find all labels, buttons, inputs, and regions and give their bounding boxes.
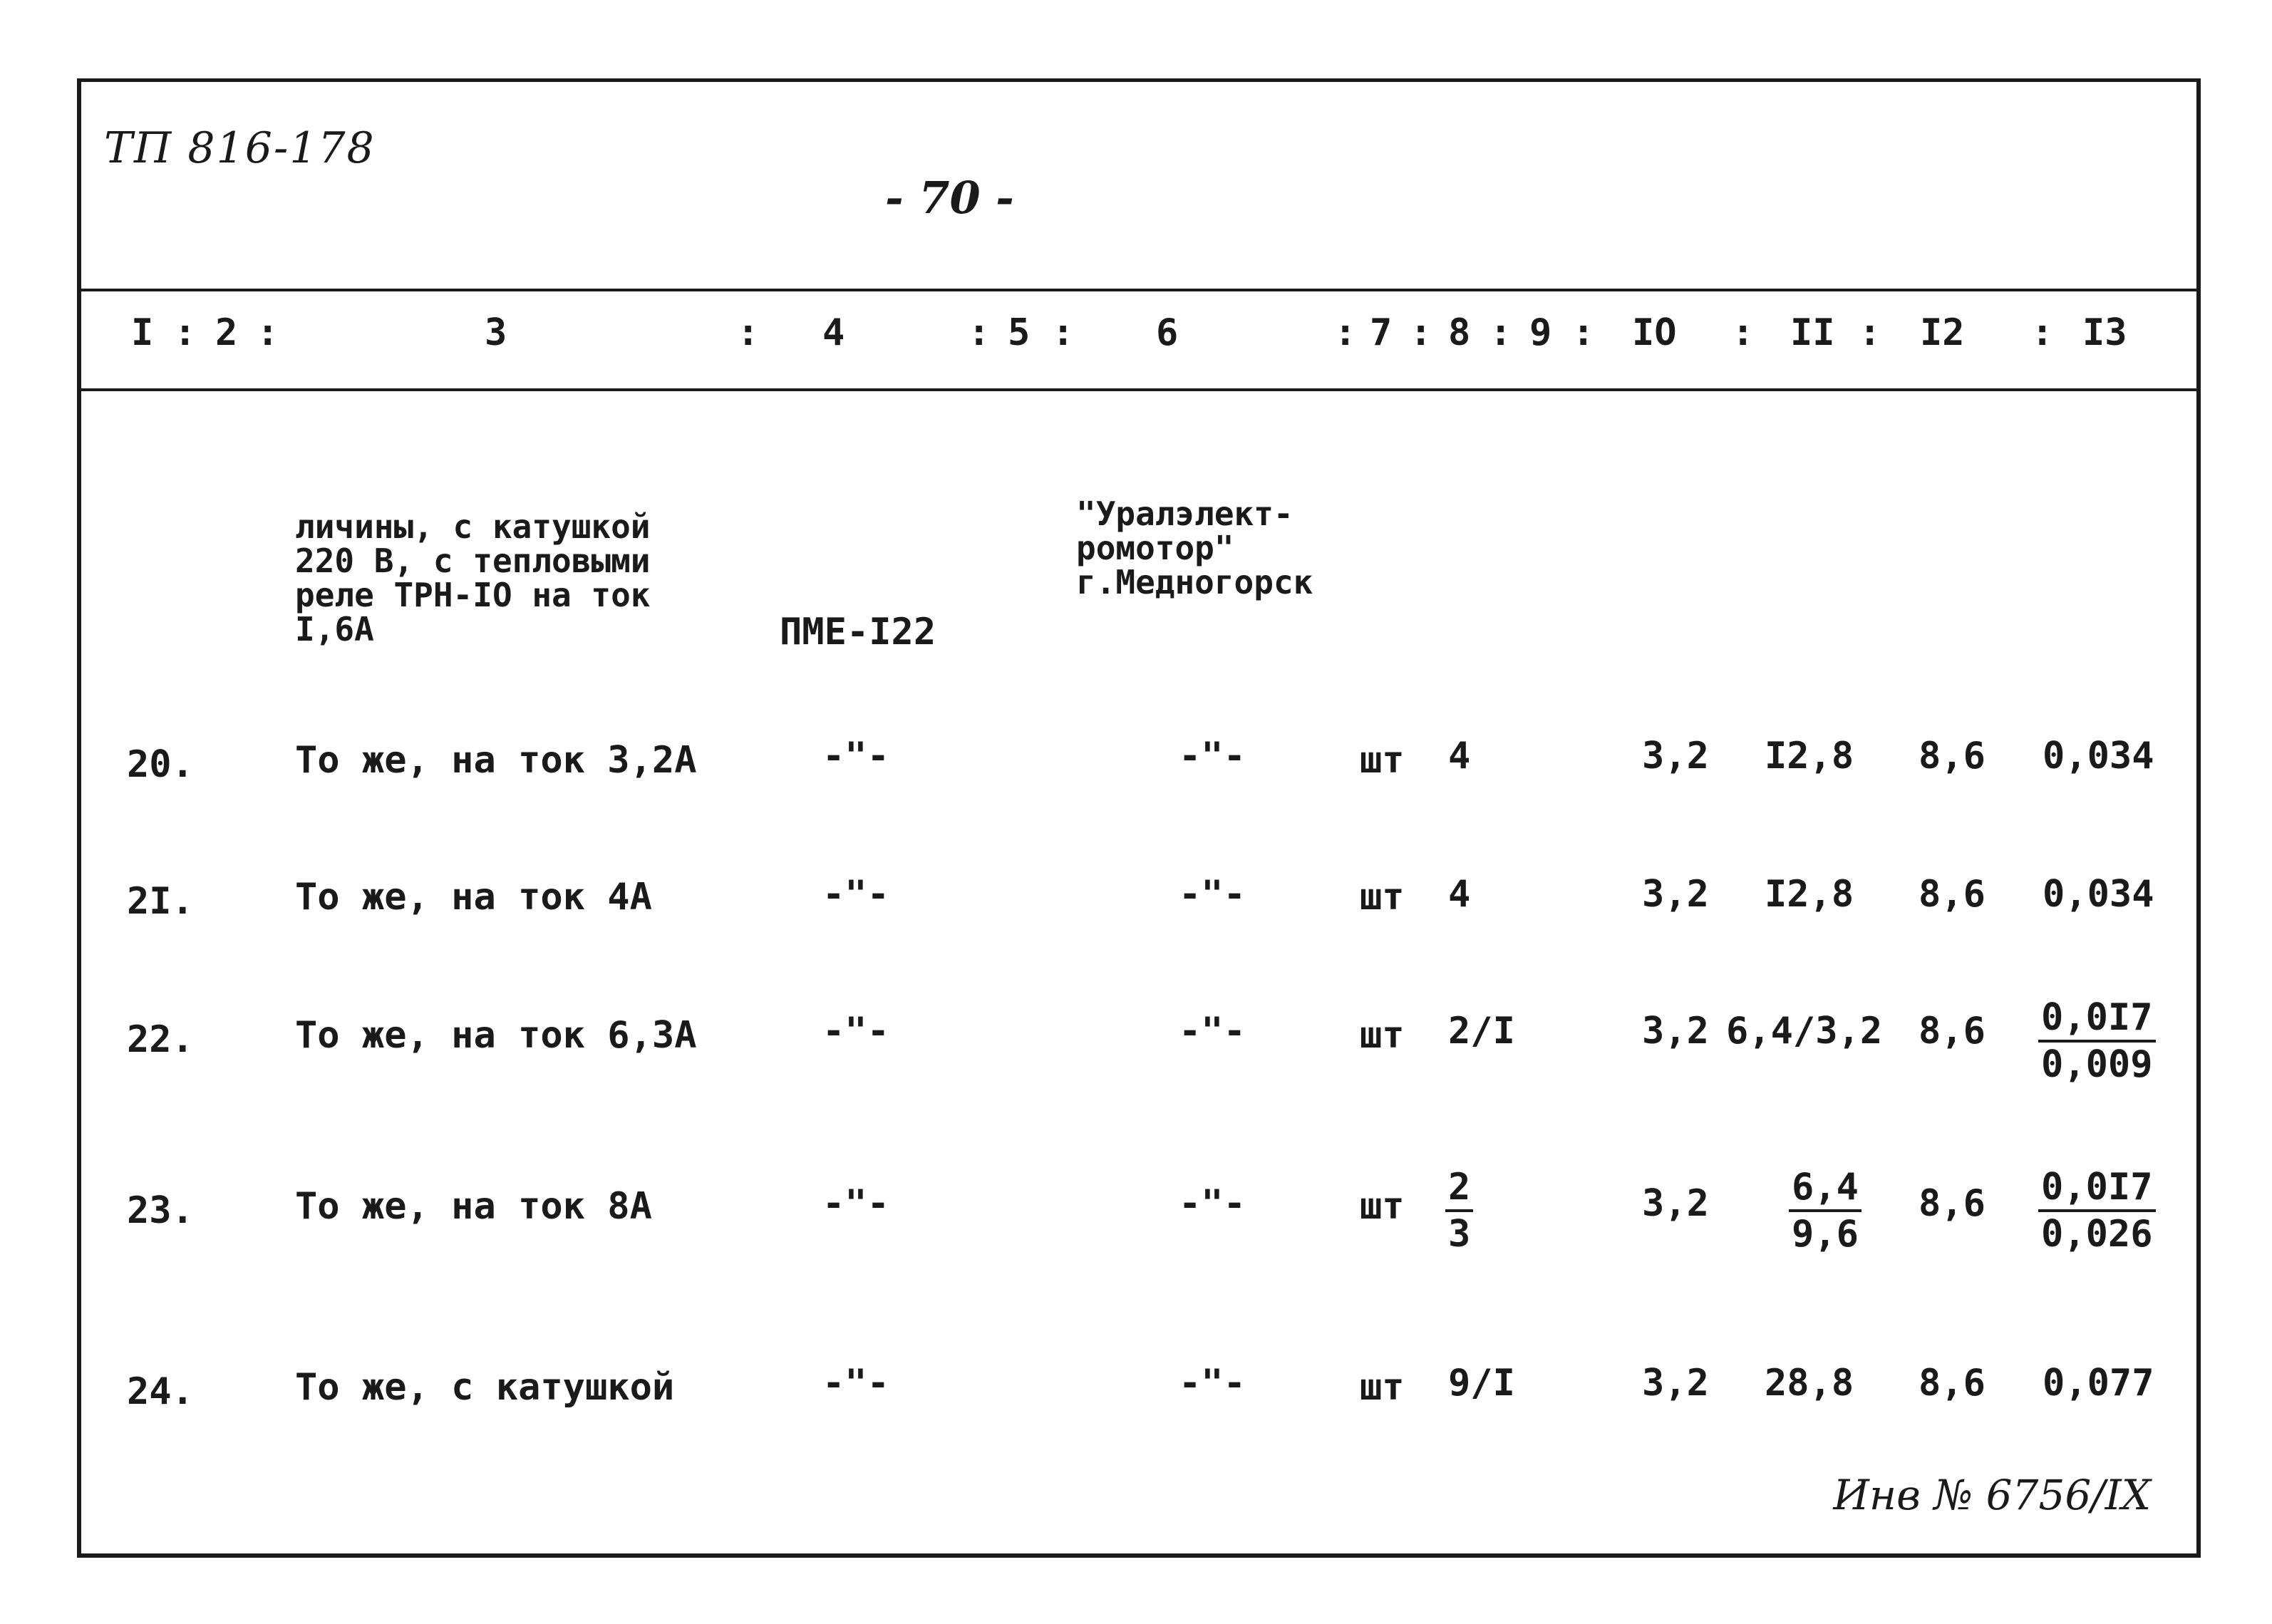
item-unit: шт — [1360, 876, 1405, 919]
row-number: 20. — [127, 743, 194, 786]
fraction-numerator: 6,4 — [1789, 1165, 1862, 1212]
item-unit: шт — [1360, 1366, 1405, 1409]
item-name: То же, на ток 4А — [295, 876, 652, 919]
fraction-denominator: 3 — [1448, 1213, 1471, 1256]
fraction-denominator: 9,6 — [1792, 1213, 1859, 1256]
col-sep: : — [737, 311, 760, 354]
col-sep: : — [1410, 311, 1432, 354]
col-10-value: 3,2 — [1642, 735, 1709, 777]
col-num-12: I2 — [1920, 311, 1965, 354]
col-num-4: 4 — [822, 311, 845, 354]
continuation-type: ПМЕ-I22 — [780, 611, 936, 653]
item-maker: -"- — [1179, 1010, 1246, 1053]
item-name: То же, с катушкой — [295, 1366, 675, 1409]
col-11-value: 28,8 — [1765, 1362, 1854, 1405]
col-11-fraction — [1789, 1165, 1862, 1256]
inventory-stamp: Инв № 6756/IX — [1833, 1471, 2151, 1519]
col-12-value: 8,6 — [1919, 735, 1986, 777]
col-10-value: 3,2 — [1642, 1362, 1709, 1405]
col-11-value: I2,8 — [1765, 873, 1854, 916]
col-11-value: I2,8 — [1765, 735, 1854, 777]
item-qty: 4 — [1448, 735, 1471, 777]
item-maker: -"- — [1179, 735, 1246, 777]
col-sep: : — [174, 311, 197, 354]
col-num-9: 9 — [1529, 311, 1552, 354]
row-number: 23. — [127, 1189, 194, 1232]
col-10-value: 3,2 — [1642, 1010, 1709, 1053]
col-sep: : — [257, 311, 279, 354]
qty-fraction — [1445, 1165, 1473, 1256]
col-13-value: 0,034 — [2043, 735, 2154, 777]
col-sep: : — [2031, 311, 2054, 354]
col-12-value: 8,6 — [1919, 1010, 1986, 1053]
page-number: - 70 - — [885, 172, 1014, 224]
item-maker: -"- — [1179, 1182, 1246, 1225]
item-unit: шт — [1360, 1014, 1405, 1057]
item-unit: шт — [1360, 739, 1405, 782]
document-code: ТП 816-178 — [104, 123, 376, 173]
col-12-value: 8,6 — [1919, 1362, 1986, 1405]
col-sep: : — [1052, 311, 1075, 354]
col-10-value: 3,2 — [1642, 873, 1709, 916]
fraction-numerator: 2 — [1445, 1165, 1473, 1212]
row-number: 2I. — [127, 880, 194, 923]
col-13-value: 0,077 — [2043, 1362, 2154, 1405]
col-sep: : — [968, 311, 991, 354]
header-top-rule — [81, 289, 2196, 291]
fraction-numerator: 0,0I7 — [2038, 995, 2156, 1043]
item-maker: -"- — [1179, 1362, 1246, 1405]
col-sep: : — [1489, 311, 1512, 354]
col-13-value: 0,034 — [2043, 873, 2154, 916]
col-11-value: 6,4/3,2 — [1726, 1010, 1883, 1053]
col-sep: : — [1572, 311, 1595, 354]
header-bottom-rule — [81, 388, 2196, 391]
col-sep: : — [1859, 311, 1881, 354]
item-type: -"- — [822, 873, 889, 916]
item-qty: 2/I — [1448, 1010, 1515, 1053]
continuation-name: личины, с катушкой 220 В, с тепловыми реле ТРН-IO на ток I,6А — [295, 507, 651, 648]
col-13-fraction — [2038, 995, 2156, 1087]
col-10-value: 3,2 — [1642, 1182, 1709, 1225]
col-num-5: 5 — [1008, 311, 1031, 354]
item-type: -"- — [822, 735, 889, 777]
col-12-value: 8,6 — [1919, 873, 1986, 916]
col-sep: : — [1732, 311, 1755, 354]
col-13-fraction — [2038, 1165, 2156, 1256]
item-name: То же, на ток 3,2А — [295, 739, 697, 782]
item-name: То же, на ток 6,3А — [295, 1014, 697, 1057]
col-num-8: 8 — [1448, 311, 1471, 354]
col-num-10: IO — [1632, 311, 1677, 354]
continuation-maker: "Уралэлект- ромотор" г.Медногорск — [1076, 495, 1313, 601]
item-type: -"- — [822, 1182, 889, 1225]
col-12-value: 8,6 — [1919, 1182, 1986, 1225]
col-num-11: II — [1790, 311, 1835, 354]
fraction-numerator: 0,0I7 — [2038, 1165, 2156, 1212]
col-num-13: I3 — [2082, 311, 2127, 354]
item-name: То же, на ток 8А — [295, 1185, 652, 1228]
fraction-denominator: 0,026 — [2041, 1213, 2153, 1256]
item-unit: шт — [1360, 1185, 1405, 1228]
col-num-7: 7 — [1370, 311, 1393, 354]
col-sep: : — [1334, 311, 1357, 354]
col-num-1: I — [131, 311, 154, 354]
row-number: 22. — [127, 1018, 194, 1061]
item-type: -"- — [822, 1362, 889, 1405]
drawing-sheet — [77, 78, 2201, 1558]
item-maker: -"- — [1179, 873, 1246, 916]
fraction-denominator: 0,009 — [2041, 1043, 2153, 1086]
col-num-3: 3 — [485, 311, 507, 354]
row-number: 24. — [127, 1370, 194, 1413]
item-qty: 4 — [1448, 873, 1471, 916]
col-num-2: 2 — [215, 311, 238, 354]
col-num-6: 6 — [1156, 311, 1179, 354]
item-type: -"- — [822, 1010, 889, 1053]
item-qty: 9/I — [1448, 1362, 1515, 1405]
